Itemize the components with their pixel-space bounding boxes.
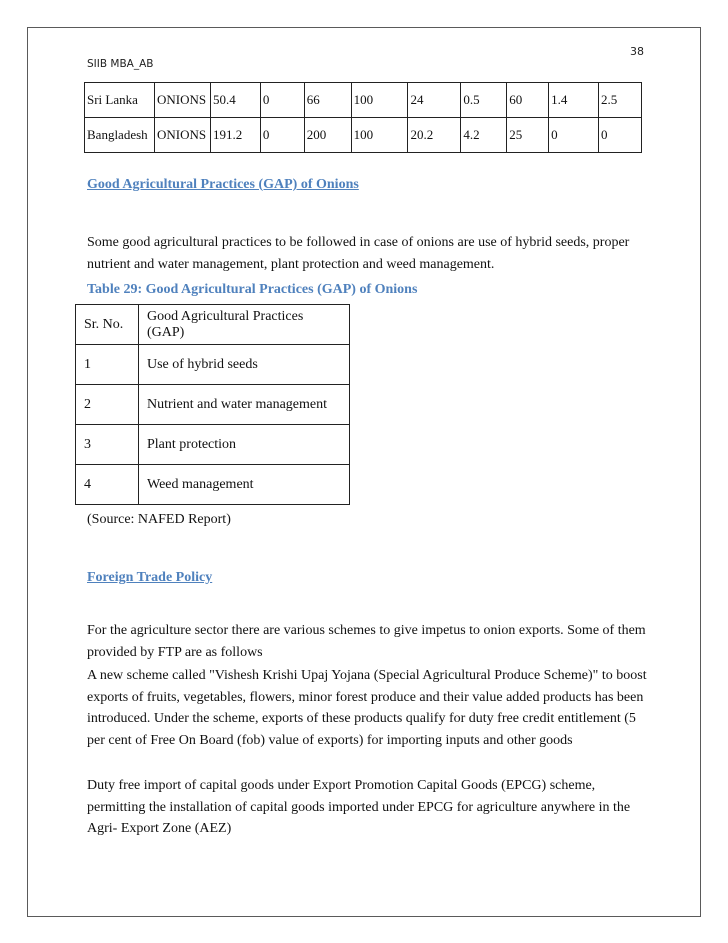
gap-table [75,304,350,505]
table-cell: 3 [76,425,139,465]
table-cell: 2.5 [599,83,642,118]
table-cell: 100 [351,83,408,118]
table-cell: Nutrient and water management [139,385,350,425]
table-cell: 0.5 [461,83,507,118]
table-source: (Source: NAFED Report) [87,512,231,527]
table-cell: 0 [260,83,304,118]
table-cell: 0 [599,118,642,153]
page-number: 38 [630,45,644,58]
table-row [76,425,350,465]
table-cell: 0 [549,118,599,153]
table-row [76,465,350,505]
table-cell: ONIONS [154,118,210,153]
table-cell: 24 [408,83,461,118]
gap-intro-paragraph: Some good agricultural practices to be followed in case of onions are use of hybrid seeds, proper nutrient and water management, plant protection and weed management. [87,235,630,272]
ftp-section-heading: Foreign Trade Policy [87,570,213,585]
column-header-sr-no: Sr. No. [76,305,139,345]
onion-export-table [84,82,642,153]
ftp-paragraph-2: A new scheme called "Vishesh Krishi Upaj Yojana (Special Agricultural Produce Scheme)" to boost exports of fruits, vegetables, flowers, minor forest produce and their value added products has been introduced. Under the scheme, exports of these products qualify for duty free credit entitlement (5 per cent of Free On Board (fob) value of exports) for importing inputs and other goods [87,668,647,748]
table-cell: 60 [507,83,549,118]
table-cell: 50.4 [210,83,260,118]
column-header-gap: Good Agricultural Practices (GAP) [139,305,350,345]
table-cell: 2 [76,385,139,425]
table-cell: 100 [351,118,408,153]
table-row [76,385,350,425]
table-cell: 4 [76,465,139,505]
table-cell: Use of hybrid seeds [139,345,350,385]
ftp-paragraph-3: Duty free import of capital goods under Export Promotion Capital Goods (EPCG) scheme, permitting the installation of capital goods imported under EPCG for agriculture anywhere in the Agri- Export Zone (AEZ) [87,778,631,836]
table-cell: ONIONS [154,83,210,118]
table-cell: 66 [304,83,351,118]
table-cell: 1 [76,345,139,385]
table-row [76,345,350,385]
table-cell: Bangladesh [85,118,155,153]
table-cell: 200 [304,118,351,153]
table-cell: 4.2 [461,118,507,153]
document-header: SIIB MBA_AB [87,58,154,70]
table-29-title: Table 29: Good Agricultural Practices (GAP) of Onions [87,282,418,297]
table-cell: 1.4 [549,83,599,118]
table-cell: Sri Lanka [85,83,155,118]
table-row [85,83,642,118]
table-header-row [76,305,350,345]
ftp-paragraph-1: For the agriculture sector there are various schemes to give impetus to onion exports. Some of them provided by FTP are as follows [87,623,646,660]
table-cell: 191.2 [210,118,260,153]
table-cell: 0 [260,118,304,153]
table-cell: Weed management [139,465,350,505]
table-cell: Plant protection [139,425,350,465]
table-row [85,118,642,153]
table-cell: 20.2 [408,118,461,153]
table-cell: 25 [507,118,549,153]
gap-section-heading: Good Agricultural Practices (GAP) of Onions [87,177,359,192]
